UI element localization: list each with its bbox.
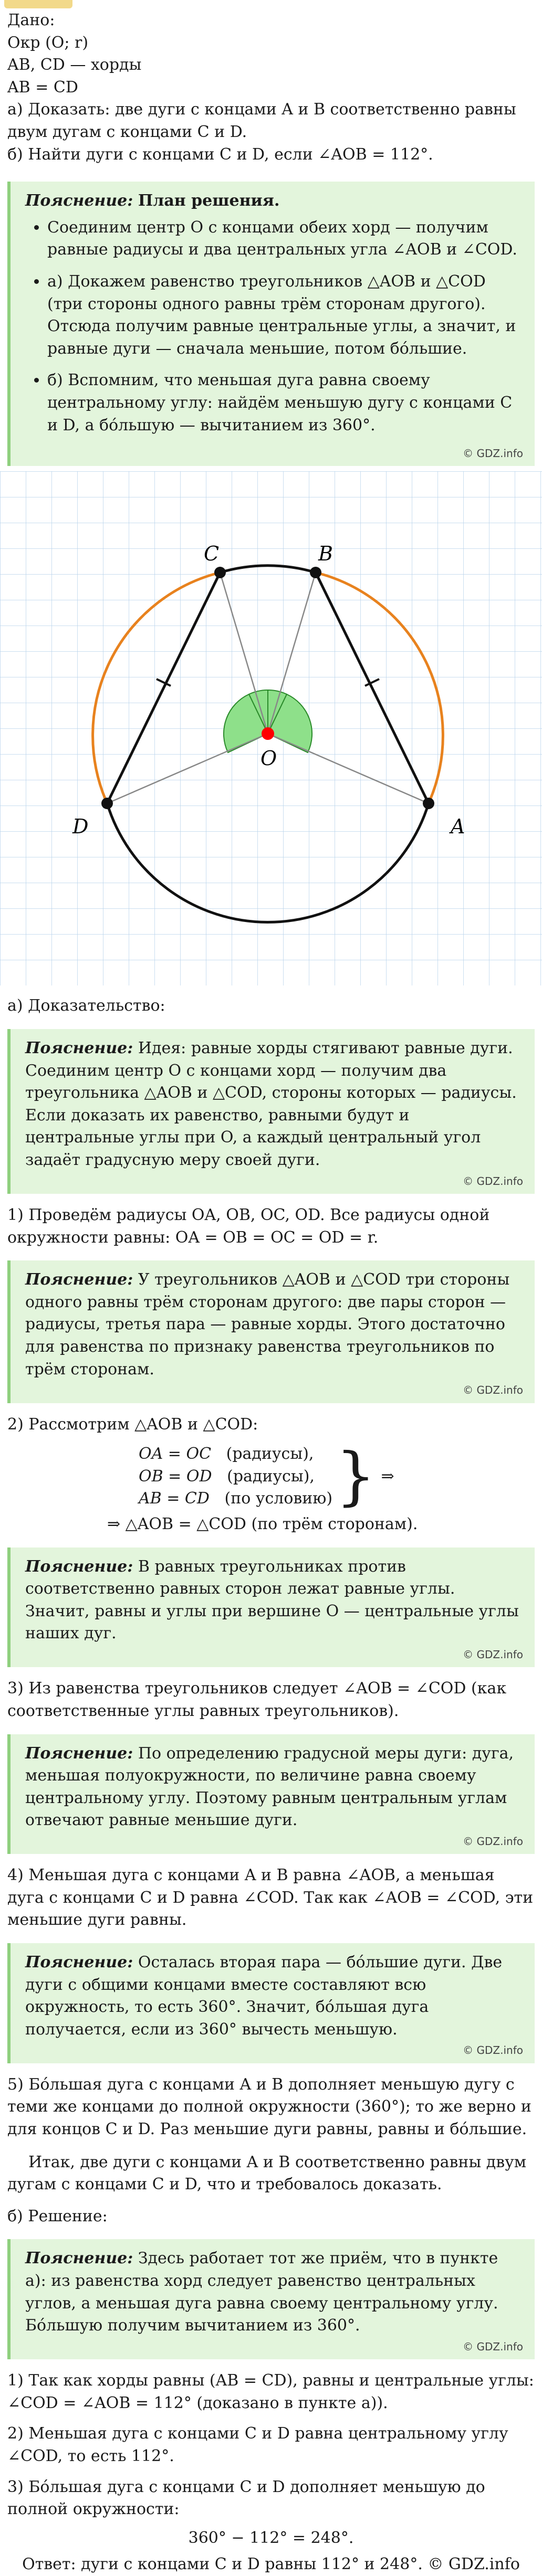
note-3 [7, 1547, 535, 1668]
part-b-calc: 360° − 112° = 248°. [188, 2528, 354, 2547]
note-2 [7, 1260, 535, 1403]
point-a [423, 798, 434, 809]
note-3-copyright: © GDZ.info [463, 1648, 523, 1661]
system-rows [139, 1443, 332, 1510]
equation-system [139, 1440, 535, 1513]
plan-item-1: • Соединим центр O с концами обеих хорд — получим равные радиусы и два центральных угла ∠AOB и ∠COD. [47, 217, 523, 261]
step-2: 2) Рассмотрим △AOB и △COD: [7, 1415, 258, 1434]
system-brace: } [336, 1440, 376, 1513]
given-title: Дано: [7, 11, 55, 29]
sys-row-1-note: (радиусы), [226, 1445, 314, 1464]
point-d [101, 798, 113, 809]
sys-row-2-math: OB = OD [139, 1467, 212, 1486]
label-d: D [72, 815, 89, 839]
label-b: B [318, 542, 333, 566]
point-c [214, 567, 226, 578]
plan-label: Пояснение: [25, 192, 133, 210]
label-a: A [451, 815, 465, 839]
plan-callout [7, 182, 535, 466]
part-a-heading: а) Доказательство: [7, 997, 165, 1015]
part-b-step-3: 3) Бо́льшая дуга с концами C и D дополняет меньшую до полной окружности: [7, 2477, 485, 2519]
note-3-text: В равных треугольниках против соответственно равных сторон лежат равные углы. Значит, равны и углы при вершине O — центральные углы наших дуг. [25, 1557, 519, 1643]
note-1-copyright: © GDZ.info [463, 1174, 523, 1188]
sys-row-2-note: (радиусы), [227, 1467, 315, 1486]
given-block [0, 0, 542, 166]
note-b-copyright: © GDZ.info [463, 2340, 523, 2353]
note-4 [7, 1734, 535, 1854]
geometry-figure [0, 471, 542, 985]
step-5: 5) Бо́льшая дуга с концами A и B дополняет меньшую дугу с теми же концами до полной окружности (360°); то же верно и для концов C и D. Раз меньшие дуги равны, равны и бо́льшие. [7, 2075, 531, 2138]
given-equal-chords: AB = CD [7, 78, 78, 97]
note-5-copyright: © GDZ.info [463, 2044, 523, 2057]
part-b-step-1: 1) Так как хорды равны (AB = CD), равны и центральные углы: ∠COD = ∠AOB = 112° (доказано в пункте а)). [7, 2371, 534, 2412]
note-3-label: Пояснение: [25, 1557, 133, 1576]
figure-svg [0, 471, 542, 985]
plan-item-2: • а) Докажем равенство треугольников △AOB и △COD (три стороны одного равны трём сторонам другого). Отсюда получим равные центральные углы, а значит, и равные дуги — сначала меньшие, потом бо́льшие. [47, 271, 523, 360]
plan-list [25, 217, 523, 437]
system-conclusion: ⇒ △AOB = △COD (по трём сторонам). [107, 1514, 418, 1533]
answer: Ответ: дуги с концами C и D равны 112° и 248°. © GDZ.info [22, 2555, 520, 2574]
note-b-label: Пояснение: [25, 2249, 133, 2268]
label-o: O [260, 747, 277, 770]
step-3: 3) Из равенства треугольников следует ∠AOB = ∠COD (как соответственные углы равных треугольников). [7, 1679, 507, 1720]
top-tab-stub [4, 0, 72, 8]
note-4-label: Пояснение: [25, 1744, 133, 1763]
part-a-conclusion: Итак, две дуги с концами A и B соответственно равны двум дугам с концами C и D, что и требовалось доказать. [7, 2153, 527, 2194]
step-1: 1) Проведём радиусы OA, OB, OC, OD. Все радиусы одной окружности равны: OA = OB = OC = OD = r. [7, 1206, 490, 1247]
note-4-text: По определению градусной меры дуги: дуга, меньшая полуокружности, по величине равна своему центральному углу. Поэтому равным центральным углам отвечают равные меньшие дуги. [25, 1744, 514, 1830]
note-5-text: Осталась вторая пара — бо́льшие дуги. Две дуги с общими концами вместе составляют всю окружность, то есть 360°. Значит, бо́льшая дуга получается, если из 360° вычесть меньшую. [25, 1953, 503, 2039]
center-point-o [262, 727, 274, 740]
note-2-text: У треугольников △AOB и △COD три стороны одного равны трём сторонам другого: две пары сторон — радиусы, третья пара — равные хорды. Этого достаточно для равенства по признаку равенства треугольников по трём сторонам. [25, 1270, 510, 1379]
label-c: C [204, 542, 220, 566]
task-b: б) Найти дуги с концами C и D, если ∠AOB = 112°. [7, 145, 433, 164]
note-4-copyright: © GDZ.info [463, 1835, 523, 1848]
note-5-label: Пояснение: [25, 1953, 133, 1972]
sys-row-3-math: AB = CD [139, 1489, 210, 1508]
note-1 [7, 1029, 535, 1194]
note-b-text: Здесь работает тот же приём, что в пункте а): из равенства хорд следует равенство центральных углов, а меньшая дуга равна своему центральному углу. Бо́льшую получим вычитанием из 360°. [25, 2249, 498, 2335]
task-a: а) Доказать: две дуги с концами A и B соответственно равны двум дугам с концами C и D. [7, 100, 516, 141]
note-1-text: Идея: равные хорды стягивают равные дуги. Соединим центр O с концами хорд — получим два треугольника △AOB и △COD, стороны которых — радиусы. Если доказать их равенство, равными будут и центральные углы при O, а каждый центральный угол задаёт градусную меру своей дуги. [25, 1039, 517, 1170]
system-arrow: ⇒ [381, 1467, 394, 1486]
given-chords: AB, CD — хорды [7, 56, 142, 75]
part-b-heading: б) Решение: [7, 2207, 108, 2225]
part-b-step-2: 2) Меньшая дуга с концами C и D равна центральному углу ∠COD, то есть 112°. [7, 2424, 508, 2465]
point-b [310, 567, 321, 578]
sys-row-3-note: (по условию) [224, 1489, 333, 1508]
note-5 [7, 1943, 535, 2063]
note-2-copyright: © GDZ.info [463, 1384, 523, 1397]
plan-item-3: • б) Вспомним, что меньшая дуга равна своему центральному углу: найдём меньшую дугу с концами C и D, а бо́льшую — вычитанием из 360°. [47, 369, 523, 437]
note-b [7, 2239, 535, 2359]
sys-row-1-math: OA = OC [139, 1445, 212, 1464]
given-circle: Окр (O; r) [7, 33, 89, 52]
plan-copyright: © GDZ.info [463, 447, 523, 460]
note-2-label: Пояснение: [25, 1270, 133, 1289]
note-1-label: Пояснение: [25, 1039, 133, 1058]
step-4: 4) Меньшая дуга с концами A и B равна ∠AOB, а меньшая дуга с концами C и D равна ∠COD. Так как ∠AOB = ∠COD, эти меньшие дуги равны. [7, 1866, 534, 1930]
plan-title: План решения. [138, 192, 280, 210]
